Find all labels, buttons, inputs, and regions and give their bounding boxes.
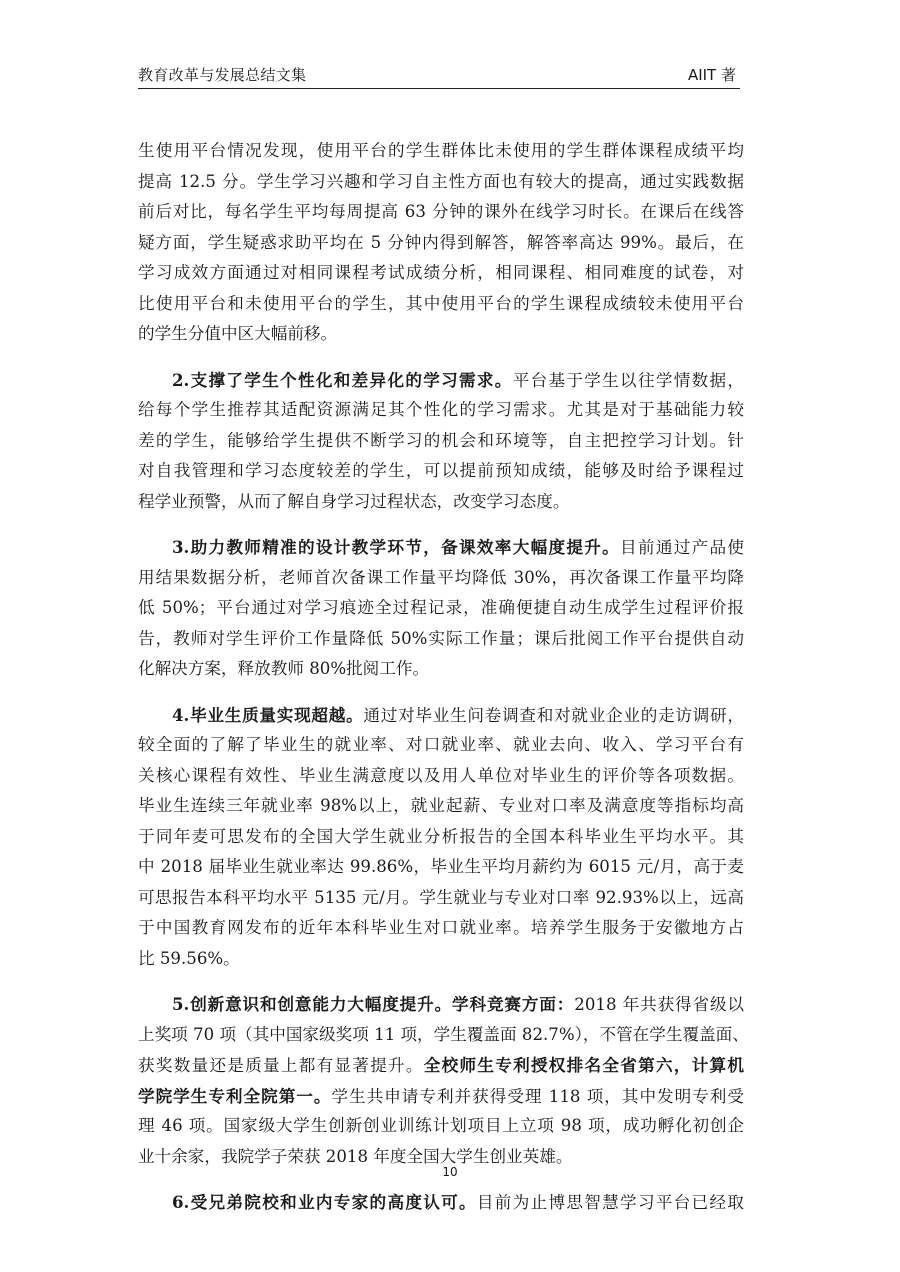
- bold-text: 2.支撑了学生个性化和差异化的学习需求。: [172, 369, 513, 390]
- body-text: 于中国教育网发布的近年本科毕业生对口就业率。培养学生服务于安徽地方占: [138, 918, 744, 937]
- text-line: [138, 730, 744, 761]
- body-text: 获奖数量还是质量上都有显著提升。: [138, 1056, 424, 1075]
- body-text: 用结果数据分析，老师首次备课工作量平均降低 30%，再次备课工作量平均降: [138, 567, 744, 587]
- header-title: 教育改革与发展总结文集: [138, 66, 307, 84]
- text-line: [138, 822, 744, 853]
- body-text: 关核心课程有效性、毕业生满意度以及用人单位对毕业生的评价等各项数据。: [138, 765, 744, 785]
- body-text: 通过对毕业生问卷调查和对就业企业的走访调研，: [363, 705, 745, 725]
- text-line: [138, 761, 744, 792]
- paragraph: [138, 532, 744, 685]
- page-number: 10: [442, 1165, 458, 1179]
- text-line: [138, 228, 744, 259]
- paragraph: [138, 1187, 744, 1218]
- body-text: 于同年麦可思发布的全国大学生就业分析报告的全国本科毕业生平均水平。其: [138, 826, 744, 846]
- text-line: [138, 426, 744, 457]
- body-text: 中 2018 届毕业生就业率达 99.86%，毕业生平均月薪约为 6015 元/月，高于麦: [138, 857, 744, 876]
- text-line: [138, 136, 744, 167]
- body-text: 理 46 项。国家级大学生创新创业训练计划项目上立项 98 项，成功孵化初创企: [138, 1116, 744, 1135]
- body-text: 疑方面，学生疑惑求助平均在 5 分钟内得到解答，解答率高达 99%。最后，在: [138, 232, 744, 252]
- body-text: 差的学生，能够给学生提供不断学习的机会和环境等，自主把控学习计划。针: [138, 430, 744, 450]
- text-line: [138, 700, 744, 731]
- text-line: [138, 319, 744, 350]
- body-text: 可思报告本科平均水平 5135 元/月。学生就业与专业对口率 92.93%以上，远高: [138, 887, 744, 907]
- body-text: 提高 12.5 分。学生学习兴趣和学习自主性方面也有较大的提高，通过实践数据: [138, 171, 744, 191]
- body-text: 比使用平台和未使用平台的学生，其中使用平台的学生课程成绩较未使用平台: [138, 293, 744, 313]
- text-line: [138, 289, 744, 320]
- text-line: [138, 944, 744, 975]
- bold-text: 4.毕业生质量实现超越。: [172, 704, 364, 725]
- body-text: 目前为止博思智慧学习平台已经取: [476, 1193, 744, 1212]
- body-text: 毕业生连续三年就业率 98%以上，就业起薪、专业对口率及满意度等指标均高: [138, 796, 744, 815]
- text-line: [138, 365, 744, 396]
- body-text: 给每个学生推荐其适配资源满足其个性化的学习需求。尤其是对于基础能力较: [138, 400, 744, 419]
- text-line: [138, 1111, 744, 1142]
- bold-text: 5.创新意识和创意能力大幅度提升。学科竞赛方面：: [172, 994, 575, 1014]
- text-line: [138, 1187, 744, 1218]
- body-text: 化解决方案，释放教师 80%批阅工作。: [138, 659, 430, 678]
- text-line: [138, 1050, 744, 1081]
- body-text: 生使用平台情况发现，使用平台的学生群体比未使用的学生群体课程成绩平均: [138, 141, 744, 160]
- paragraph: [138, 365, 744, 518]
- document-body: [138, 136, 749, 1233]
- body-text: 学生共申请专利并获得受理 118 项，其中发明专利受: [331, 1086, 744, 1106]
- body-text: 告，教师对学生评价工作量降低 50%实际工作量；课后批阅工作平台提供自动: [138, 628, 744, 648]
- bold-text: 6.受兄弟院校和业内专家的高度认可。: [172, 1192, 477, 1212]
- body-text: 程学业预警，从而了解自身学习过程状态，改变学习态度。: [138, 491, 570, 511]
- text-line: [138, 258, 744, 289]
- paragraph: [138, 136, 744, 350]
- text-line: [138, 456, 744, 487]
- body-text: 低 50%；平台通过对学习痕迹全过程记录，准确便捷自动生成学生过程评价报: [138, 598, 744, 617]
- text-line: [138, 197, 744, 228]
- running-header: [138, 62, 740, 89]
- header-author: AIIT 著: [687, 66, 736, 84]
- body-text: 前后对比，每名学生平均每周提高 63 分钟的课外在线学习时长。在课后在线答: [138, 202, 744, 221]
- body-text: 目前通过产品使: [620, 538, 744, 557]
- text-line: [138, 593, 744, 624]
- text-line: [138, 913, 744, 944]
- text-line: [138, 989, 744, 1020]
- text-line: [138, 487, 744, 518]
- body-text: 对自我管理和学习态度较差的学生，可以提前预知成绩，能够及时给予课程过: [138, 461, 744, 480]
- body-text: 学习成效方面通过对相同课程考试成绩分析，相同课程、相同难度的试卷，对: [138, 263, 744, 282]
- text-line: [138, 563, 744, 594]
- bold-text: 全校师生专利授权排名全省第六，计算机: [423, 1055, 745, 1075]
- body-text: 的学生分值中区大幅前移。: [138, 324, 338, 343]
- paragraph: [138, 989, 749, 1172]
- body-text: 2018 年共获得省级以: [574, 995, 744, 1014]
- text-line: [138, 167, 744, 198]
- text-line: [138, 624, 744, 655]
- bold-text: 学院学生专利全院第一。: [138, 1085, 332, 1106]
- paragraph: [138, 700, 744, 975]
- text-line: [138, 1020, 749, 1051]
- text-line: [138, 654, 744, 685]
- text-line: [138, 1081, 744, 1112]
- text-line: [138, 532, 744, 563]
- body-text: 比 59.56%。: [138, 948, 240, 968]
- text-line: [138, 883, 744, 914]
- body-text: 业十余家，我院学子荣获 2018 年度全国大学生创业英雄。: [138, 1146, 573, 1166]
- text-line: [138, 852, 744, 883]
- body-text: 较全面的了解了毕业生的就业率、对口就业率、就业去向、收入、学习平台有: [138, 735, 744, 754]
- text-line: [138, 395, 744, 426]
- text-line: [138, 791, 744, 822]
- bold-text: 3.助力教师精准的设计教学环节，备课效率大幅度提升。: [172, 537, 621, 557]
- body-text: 上奖项 70 项（其中国家级奖项 11 项，学生覆盖面 82.7%），不管在学生覆盖面、: [138, 1024, 749, 1044]
- body-text: 平台基于学生以往学情数据，: [512, 370, 745, 390]
